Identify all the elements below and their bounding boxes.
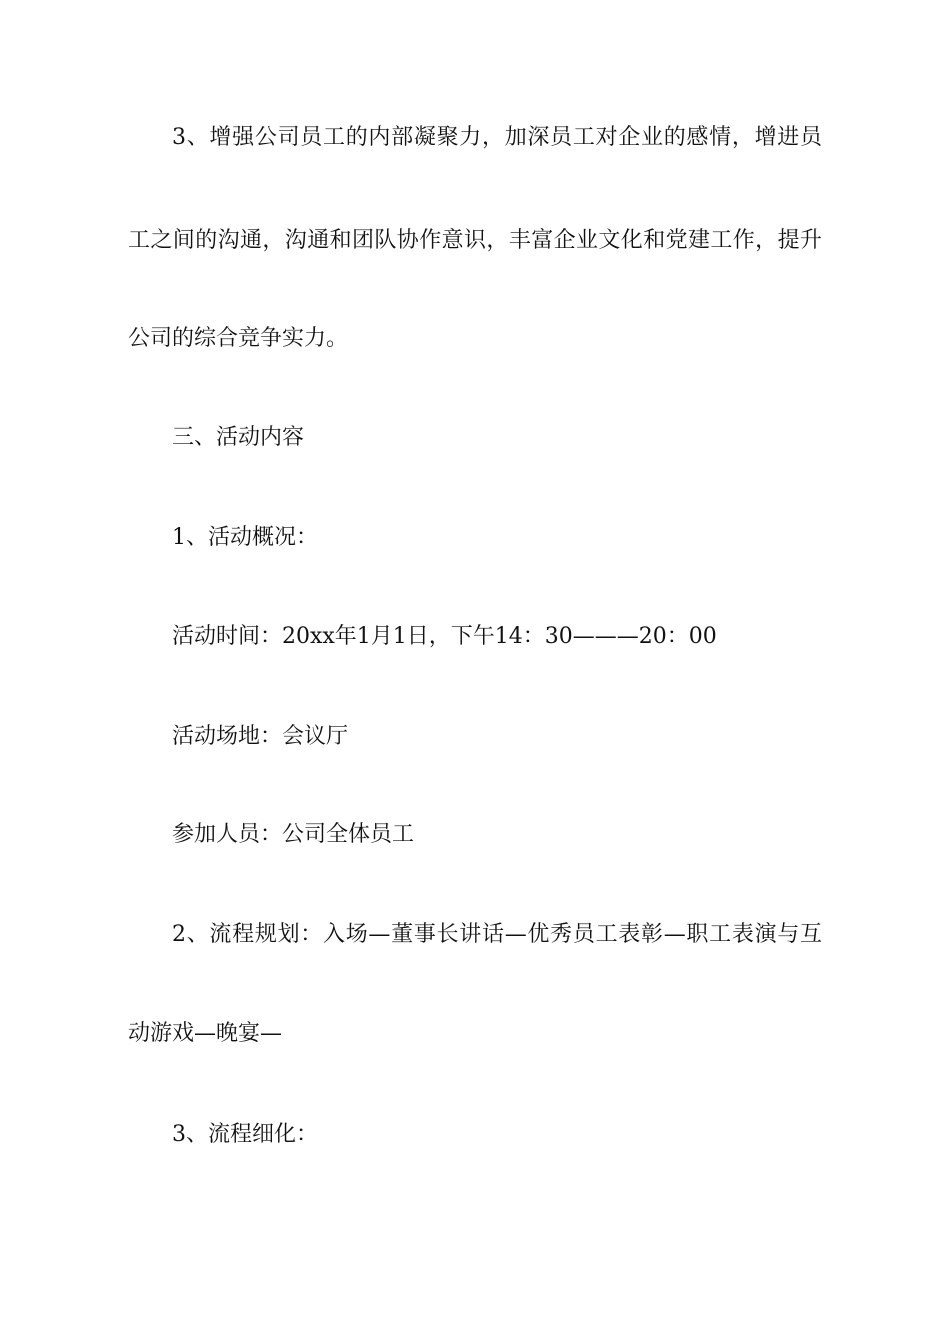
participants: 参加人员：公司全体员工: [172, 822, 415, 847]
process-plan-line-1: 2、流程规划：入场—董事长讲话—优秀员工表彰—职工表演与互: [172, 922, 822, 947]
paragraph-objective-3-line-2: 工之间的沟通，沟通和团队协作意识，丰富企业文化和党建工作，提升: [128, 228, 822, 253]
subheading-process-detail: 3、流程细化：: [172, 1122, 318, 1147]
paragraph-objective-3-line-1: 3、增强公司员工的内部凝聚力，加深员工对企业的感情，增进员: [172, 125, 822, 150]
activity-venue: 活动场地：会议厅: [172, 724, 349, 749]
paragraph-objective-3-line-3: 公司的综合竞争实力。: [128, 326, 349, 351]
subheading-activity-overview: 1、活动概况：: [172, 525, 318, 550]
activity-time: 活动时间：20xx年1月1日，下午14：30———20：00: [172, 624, 717, 649]
process-plan-line-2: 动游戏—晚宴—: [128, 1021, 283, 1046]
section-heading-activity-content: 三、活动内容: [172, 425, 305, 450]
